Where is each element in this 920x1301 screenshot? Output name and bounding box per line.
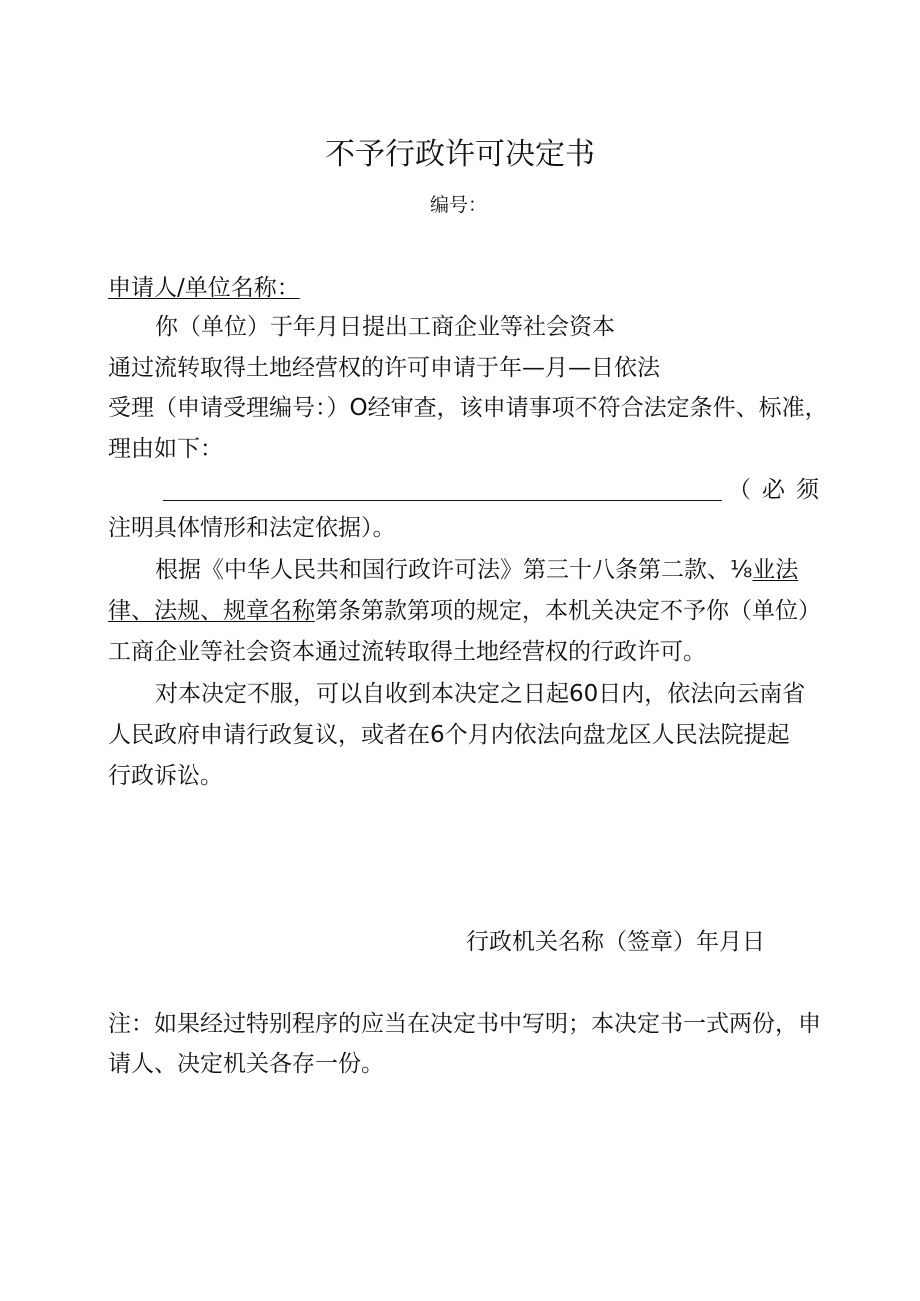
paragraph1-line1: 你（单位）于年月日提出工商企业等社会资本 [155,314,615,340]
paragraph2-line2-underlined: 律、法规、规章名称 [108,598,315,624]
note-line2: 请人、决定机关各存一份。 [108,1051,384,1077]
paragraph1-line2: 通过流转取得土地经营权的许可申请于年—月—日依法 [108,355,660,381]
applicant-label: 申请人/单位名称： [108,275,300,301]
paragraph2-line1-text: 根据《中华人民共和国行政许可法》第三十八条第二款、⅛ [155,557,753,583]
paragraph2-line1 [155,558,798,582]
signature-line: 行政机关名称（签章）年月日 [466,929,765,955]
document-number-label: 编号： [430,194,488,216]
paragraph2-line2-text: 第条第款第项的规定，本机关决定不予你（单位） [315,598,821,624]
note-line1: 注：如果经过特别程序的应当在决定书中写明；本决定书一式两份，申 [108,1011,821,1037]
paragraph2-line2 [108,599,821,623]
paragraph3-line2: 人民政府申请行政复议，或者在6个月内依法向盘龙区人民法院提起 [108,722,790,748]
paragraph1-line4: 理由如下： [108,436,223,462]
reason-hint-start: （必须 [728,477,830,503]
paragraph3-line1: 对本决定不服，可以自收到本决定之日起60日内，依法向云南省 [155,681,806,707]
paragraph1-line3: 受理（申请受理编号：）O经审查，该申请事项不符合法定条件、标准， [108,395,828,421]
reason-hint-end: 注明具体情形和法定依据）。 [108,515,396,541]
paragraph2-line3: 工商企业等社会资本通过流转取得土地经营权的行政许可。 [108,639,706,665]
paragraph2-line1-underlined: 业法 [752,557,799,583]
reason-blank-line [163,500,722,501]
document-title: 不予行政许可决定书 [325,137,595,172]
paragraph3-line3: 行政诉讼。 [108,763,223,789]
